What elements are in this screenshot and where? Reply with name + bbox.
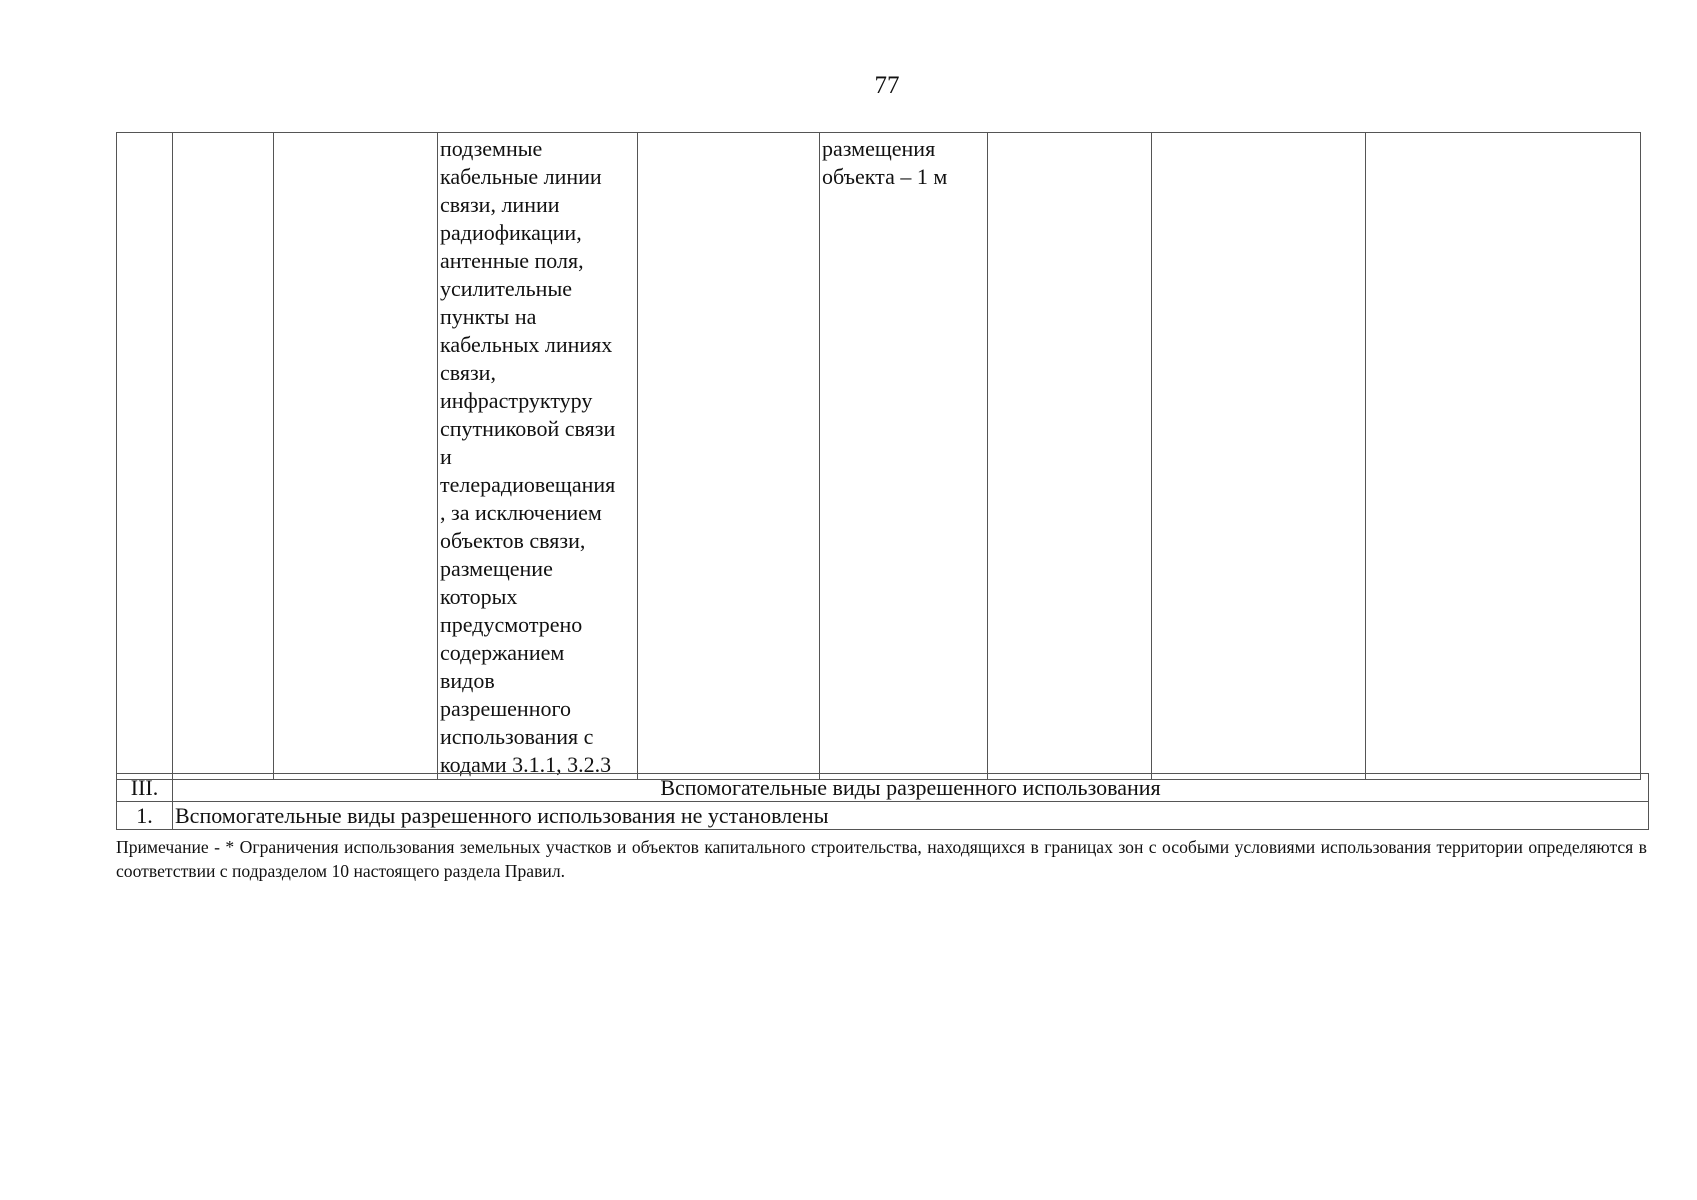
page-number: 77 — [874, 72, 900, 99]
cell-line: разрешенного — [440, 696, 571, 721]
cell-line: антенные поля, — [440, 248, 584, 273]
table-cell-number — [117, 133, 173, 780]
cell-line: инфраструктуру — [440, 388, 593, 413]
use-description-text — [438, 133, 637, 779]
table-cell-empty-7 — [988, 133, 1152, 780]
cell-line: связи, линии — [440, 192, 560, 217]
table-cell-parameters — [820, 133, 988, 780]
cell-line: радиофикации, — [440, 220, 582, 245]
section-number: III. — [117, 774, 173, 802]
cell-line: кодами 3.1.1, 3.2.3 — [440, 752, 612, 777]
cell-line: размещения — [822, 136, 936, 161]
footnote: Примечание - * Ограничения использования земельных участков и объектов капитального строительства, находящихся в границах зон с особыми условиями использования территории определяются в соответствии с подразделом 10 настоящего раздела Правил. — [116, 837, 1647, 881]
table-cell-zone — [173, 133, 274, 780]
cell-line: и — [440, 444, 452, 469]
cell-line: размещение — [440, 556, 553, 581]
table-cell-code — [638, 133, 820, 780]
table-cell-empty-9 — [1366, 133, 1641, 780]
section-header-row — [117, 774, 1649, 802]
cell-line: объекта – 1 м — [822, 164, 948, 189]
table-row — [117, 133, 1641, 780]
row-text: Вспомогательные виды разрешенного использования не установлены — [173, 802, 1649, 830]
cell-line: использования с — [440, 724, 594, 749]
cell-line: связи, — [440, 360, 496, 385]
table-cell-use-type — [274, 133, 438, 780]
table-cell-use-description — [438, 133, 638, 780]
cell-line: , за исключением — [440, 500, 602, 525]
cell-line: спутниковой связи — [440, 416, 616, 441]
cell-line: телерадиовещания — [440, 472, 616, 497]
row-number: 1. — [117, 802, 173, 830]
section-title: Вспомогательные виды разрешенного использования — [173, 774, 1649, 802]
table-cell-empty-8 — [1152, 133, 1366, 780]
cell-line: предусмотрено — [440, 612, 583, 637]
cell-line: объектов связи, — [440, 528, 586, 553]
cell-line: кабельные линии — [440, 164, 602, 189]
cell-line: подземные — [440, 136, 543, 161]
cell-line: кабельных линиях — [440, 332, 613, 357]
cell-line: усилительные — [440, 276, 572, 301]
cell-line: содержанием — [440, 640, 565, 665]
table-row — [117, 802, 1649, 830]
cell-line: которых — [440, 584, 518, 609]
cell-line: видов — [440, 668, 495, 693]
parameters-text — [820, 133, 987, 191]
cell-line: пункты на — [440, 304, 537, 329]
zoning-table-continuation — [116, 132, 1641, 780]
auxiliary-section-table — [116, 773, 1649, 830]
